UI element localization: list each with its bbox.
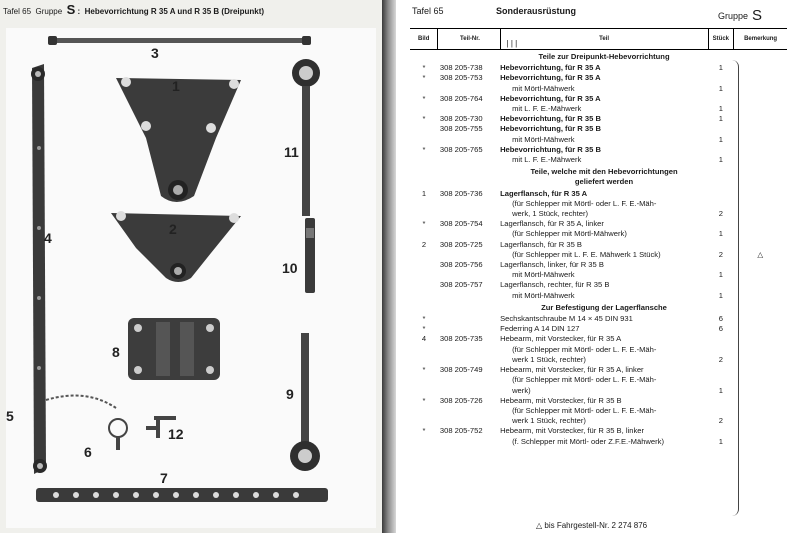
row-quantity: 1 (718, 63, 723, 73)
row-quantity: 2 (718, 354, 723, 364)
row-part-number (438, 84, 500, 94)
row-part-name: werk 1 Stück, rechter) (512, 416, 586, 426)
row-remark: △ (757, 249, 764, 259)
row-remark (734, 314, 787, 324)
parts-table (410, 28, 787, 447)
figure-number-2: 2 (169, 221, 177, 237)
table-row (410, 124, 787, 134)
figure-number-9: 9 (286, 386, 294, 402)
gruppe-label: Gruppe (35, 7, 63, 16)
figure-number-11: 11 (284, 144, 299, 160)
section-title (500, 165, 708, 188)
table-row (410, 135, 787, 145)
section-header-row (410, 301, 787, 314)
row-quantity: 1 (718, 83, 723, 93)
table-row (410, 240, 787, 250)
row-remark (734, 94, 787, 104)
gruppe-indicator (718, 6, 762, 23)
row-quantity (708, 260, 734, 270)
row-part-name: Hebevorrichtung, für R 35 B (500, 124, 601, 134)
row-part-number (438, 437, 500, 447)
gruppe-label: Gruppe (718, 11, 749, 21)
column-header-teil-label: Teil (599, 35, 609, 42)
row-remark (734, 386, 787, 396)
row-bild: * (422, 395, 426, 405)
row-quantity: 1 (718, 229, 723, 239)
table-row (410, 386, 787, 396)
column-header-bild: Bild (410, 29, 438, 50)
table-row (410, 375, 787, 385)
footer-note: △ bis Fahrgestell-Nr. 2 274 876 (536, 521, 648, 530)
row-part-number: 308 205-765 (439, 144, 483, 154)
row-remark (734, 124, 787, 134)
parts-illustration (6, 28, 376, 528)
table-header-row (410, 29, 787, 50)
row-quantity: 1 (718, 385, 723, 395)
row-quantity (708, 189, 734, 199)
row-part-number (438, 345, 500, 355)
row-part-name: (für Schlepper mit Mörtl- oder L. F. E.-Mäh- (512, 405, 657, 415)
table-row (410, 63, 787, 73)
table-row (410, 437, 787, 447)
row-remark (734, 291, 787, 301)
tafel-label: Tafel 65 (412, 6, 444, 16)
row-part-name: mit Mörtl-Mähwerk (512, 270, 575, 280)
row-bild (410, 406, 438, 416)
row-part-number: 308 205-735 (439, 334, 483, 344)
row-bild: 4 (421, 334, 427, 344)
row-remark (734, 334, 787, 344)
row-remark (734, 324, 787, 334)
row-part-name: Sechskantschraube M 14 × 45 DIN 931 (500, 314, 633, 324)
row-quantity: 1 (718, 270, 723, 280)
gruppe-letter: S (66, 2, 76, 17)
section-bracket (732, 60, 739, 516)
row-part-number (438, 250, 500, 260)
row-part-name: Lagerflansch, für R 35 B (500, 239, 582, 249)
row-part-name: Hebevorrichtung, für R 35 A (500, 63, 601, 73)
row-remark (734, 375, 787, 385)
row-part-number (438, 416, 500, 426)
row-bild: 2 (421, 239, 427, 249)
row-quantity (708, 199, 734, 209)
figure-number-8: 8 (112, 344, 120, 360)
row-remark (734, 229, 787, 239)
row-remark (734, 345, 787, 355)
column-header-stueck: Stück (708, 29, 734, 50)
table-row (410, 291, 787, 301)
row-quantity: 6 (718, 324, 723, 334)
parts-table-body (410, 50, 787, 447)
row-quantity: 6 (718, 314, 723, 324)
right-page-title: Sonderausrüstung (496, 6, 577, 16)
column-header-bemerkung: Bemerkung (734, 29, 787, 50)
row-bild: * (422, 365, 426, 375)
row-part-number: 308 205-752 (439, 426, 483, 436)
table-row (410, 84, 787, 94)
header-separator: : (77, 7, 81, 16)
lower-link-9 (290, 333, 320, 471)
right-page (396, 0, 787, 533)
table-row (410, 416, 787, 426)
section-title-line: geliefert werden (574, 177, 634, 187)
bearing-flange-1 (116, 77, 241, 202)
table-row (410, 426, 787, 436)
row-quantity: 2 (718, 249, 723, 259)
row-part-name: Hebearm, mit Vorstecker, für R 35 B, linker (500, 426, 644, 436)
row-part-name: mit L. F. E.-Mähwerk (512, 104, 582, 114)
row-quantity (708, 219, 734, 229)
row-part-number (438, 314, 500, 324)
table-row (410, 229, 787, 239)
row-part-name: (für Schlepper mit L. F. E. Mähwerk 1 Stück) (512, 249, 661, 259)
table-row (410, 396, 787, 406)
row-bild (410, 437, 438, 447)
row-remark (734, 355, 787, 365)
row-part-name: (f. Schlepper mit Mörtl- oder Z.F.E.-Mähwerk) (512, 436, 664, 446)
row-quantity: 1 (718, 104, 723, 114)
column-header-teil (500, 29, 708, 50)
table-row (410, 73, 787, 83)
row-part-name: Hebevorrichtung, für R 35 B (500, 114, 601, 124)
row-bild (410, 386, 438, 396)
row-part-number: 308 205-725 (439, 239, 483, 249)
row-bild: * (422, 114, 426, 124)
row-quantity: 1 (718, 436, 723, 446)
row-quantity (708, 240, 734, 250)
table-row (410, 155, 787, 165)
row-bild: * (422, 73, 426, 83)
row-bild (410, 345, 438, 355)
row-part-name: mit L. F. E.-Mähwerk (512, 155, 582, 165)
table-row (410, 219, 787, 229)
book-gutter (382, 0, 396, 533)
row-part-name: Hebearm, mit Vorstecker, für R 35 A (500, 334, 622, 344)
row-part-number (438, 229, 500, 239)
row-remark (734, 63, 787, 73)
row-bild (410, 355, 438, 365)
row-bild (410, 280, 438, 290)
table-row (410, 199, 787, 209)
section-header-row (410, 50, 787, 64)
row-quantity (708, 145, 734, 155)
row-bild: 1 (421, 188, 427, 198)
row-part-name: Hebevorrichtung, für R 35 A (500, 93, 601, 103)
table-row (410, 334, 787, 344)
row-part-number: 308 205-755 (439, 124, 483, 134)
column-header-marks: | | | (506, 38, 518, 48)
row-remark (734, 84, 787, 94)
row-part-name: werk, 1 Stück, rechter) (512, 209, 589, 219)
row-part-number (438, 324, 500, 334)
row-bild (410, 260, 438, 270)
row-remark (734, 240, 787, 250)
row-part-number (438, 209, 500, 219)
row-part-number: 308 205-754 (439, 219, 483, 229)
row-part-number: 308 205-749 (439, 365, 483, 375)
row-part-name: Lagerflansch, für R 35 A (500, 188, 588, 198)
row-part-number (438, 104, 500, 114)
turnbuckle-10 (305, 218, 315, 293)
row-part-number: 308 205-726 (439, 395, 483, 405)
row-part-name: Lagerflansch, rechter, für R 35 B (500, 280, 610, 290)
left-page (0, 0, 382, 533)
row-quantity: 1 (718, 155, 723, 165)
row-part-name: (für Schlepper mit Mörtl- oder L. F. E.-Mäh- (512, 198, 657, 208)
figure-number-10: 10 (282, 260, 298, 276)
row-bild (410, 104, 438, 114)
left-page-title: Hebevorrichtung R 35 A und R 35 B (Dreipunkt) (84, 7, 265, 16)
row-part-name: Lagerflansch, für R 35 A, linker (500, 219, 604, 229)
row-part-number (438, 375, 500, 385)
row-quantity: 1 (718, 114, 723, 124)
table-row (410, 406, 787, 416)
row-bild (410, 416, 438, 426)
row-bild (410, 375, 438, 385)
parts-drawing (6, 28, 376, 528)
table-row (410, 145, 787, 155)
left-page-header (3, 2, 264, 17)
row-quantity: 1 (718, 134, 723, 144)
figure-number-6: 6 (84, 444, 92, 460)
row-part-number: 308 205-753 (439, 73, 483, 83)
table-row (410, 345, 787, 355)
table-row (410, 250, 787, 260)
row-bild (410, 199, 438, 209)
row-part-number: 308 205-738 (439, 63, 483, 73)
adjusting-link-11 (292, 59, 320, 216)
row-bild (410, 135, 438, 145)
row-bild: * (422, 426, 426, 436)
row-bild (410, 209, 438, 219)
row-bild: * (422, 219, 426, 229)
table-row (410, 365, 787, 375)
row-bild: * (422, 314, 426, 324)
row-part-name: (für Schlepper mit Mörtl-Mähwerk) (512, 229, 627, 239)
section-title-line: Teile, welche mit den Hebevorrichtungen (530, 167, 678, 177)
table-row (410, 189, 787, 199)
table-row (410, 280, 787, 290)
table-row (410, 114, 787, 124)
gruppe-letter: S (752, 7, 763, 24)
row-quantity (708, 426, 734, 436)
table-row (410, 270, 787, 280)
chain-and-pin (46, 396, 127, 451)
row-remark (734, 199, 787, 209)
row-bild (410, 229, 438, 239)
lift-arm-part (31, 64, 47, 474)
row-remark (734, 104, 787, 114)
row-part-number (438, 291, 500, 301)
drawbar-7 (36, 488, 328, 502)
row-quantity (708, 406, 734, 416)
row-bild (410, 155, 438, 165)
row-remark (734, 437, 787, 447)
row-part-number (438, 135, 500, 145)
figure-number-1: 1 (172, 78, 180, 94)
row-bild: * (422, 324, 426, 334)
row-part-name: Hebearm, mit Vorstecker, für R 35 B (500, 395, 622, 405)
row-remark (734, 114, 787, 124)
row-remark (734, 260, 787, 270)
row-remark (734, 426, 787, 436)
table-row (410, 314, 787, 324)
row-bild (410, 291, 438, 301)
row-remark (734, 396, 787, 406)
row-part-number (438, 270, 500, 280)
row-quantity (708, 334, 734, 344)
figure-number-3: 3 (151, 45, 159, 61)
row-part-number: 308 205-756 (439, 260, 483, 270)
row-quantity: 2 (718, 209, 723, 219)
row-remark (734, 406, 787, 416)
row-part-number: 308 205-736 (439, 188, 483, 198)
tafel-label: Tafel 65 (3, 7, 32, 16)
row-part-name: Hebevorrichtung, für R 35 B (500, 144, 601, 154)
row-quantity (708, 375, 734, 385)
figure-number-12: 12 (168, 426, 184, 442)
row-remark (734, 270, 787, 280)
row-quantity: 2 (718, 416, 723, 426)
row-remark (734, 416, 787, 426)
right-page-header (396, 3, 787, 24)
row-bild: * (422, 63, 426, 73)
table-row (410, 260, 787, 270)
row-part-name: mit Mörtl-Mähwerk (512, 83, 575, 93)
table-row (410, 94, 787, 104)
figure-number-5: 5 (6, 408, 14, 424)
row-part-name: (für Schlepper mit Mörtl- oder L. F. E.-Mäh- (512, 344, 657, 354)
row-part-name: werk 1 Stück, rechter) (512, 354, 586, 364)
row-part-name: Lagerflansch, linker, für R 35 B (500, 260, 604, 270)
row-remark (734, 209, 787, 219)
row-remark (734, 219, 787, 229)
row-part-number (438, 386, 500, 396)
section-title: Zur Befestigung der Lagerflansche (541, 302, 667, 312)
row-part-number: 308 205-757 (439, 280, 483, 290)
row-remark (734, 365, 787, 375)
row-remark (734, 145, 787, 155)
row-quantity (708, 396, 734, 406)
row-quantity (708, 73, 734, 83)
row-part-name: mit Mörtl-Mähwerk (512, 290, 575, 300)
table-row (410, 104, 787, 114)
row-part-name: mit Mörtl-Mähwerk (512, 134, 575, 144)
row-bild (410, 250, 438, 260)
table-row (410, 355, 787, 365)
table-row (410, 324, 787, 334)
figure-number-7: 7 (160, 470, 168, 486)
row-part-number (438, 155, 500, 165)
row-remark (734, 280, 787, 290)
row-part-name: Hebevorrichtung, für R 35 A (500, 73, 601, 83)
row-remark (734, 189, 787, 199)
row-part-number (438, 406, 500, 416)
section-title: Teile zur Dreipunkt-Hebevorrichtung (538, 52, 670, 61)
row-part-name: Federring A 14 DIN 127 (500, 324, 580, 334)
row-part-number: 308 205-764 (439, 93, 483, 103)
row-part-name: (für Schlepper mit Mörtl- oder L. F. E.-Mäh- (512, 375, 657, 385)
row-part-name: werk) (512, 385, 531, 395)
section-header-row (410, 165, 787, 188)
row-part-number (438, 355, 500, 365)
row-quantity: 1 (718, 290, 723, 300)
shaft-part (48, 36, 311, 45)
row-bild (410, 124, 438, 134)
row-remark (734, 73, 787, 83)
clamp-8 (128, 318, 220, 380)
row-bild (410, 270, 438, 280)
row-remark (734, 135, 787, 145)
row-quantity (708, 94, 734, 104)
row-quantity (708, 280, 734, 290)
column-header-teil-nr: Teil-Nr. (438, 29, 500, 50)
row-quantity (708, 365, 734, 375)
row-part-name: Hebearm, mit Vorstecker, für R 35 A, linker (500, 365, 644, 375)
row-remark (734, 155, 787, 165)
row-part-number: 308 205-730 (439, 114, 483, 124)
table-row (410, 209, 787, 219)
figure-number-4: 4 (44, 230, 52, 246)
row-quantity (708, 345, 734, 355)
row-bild: * (422, 144, 426, 154)
row-bild (410, 84, 438, 94)
row-part-number (438, 199, 500, 209)
row-quantity (708, 124, 734, 134)
row-bild: * (422, 93, 426, 103)
